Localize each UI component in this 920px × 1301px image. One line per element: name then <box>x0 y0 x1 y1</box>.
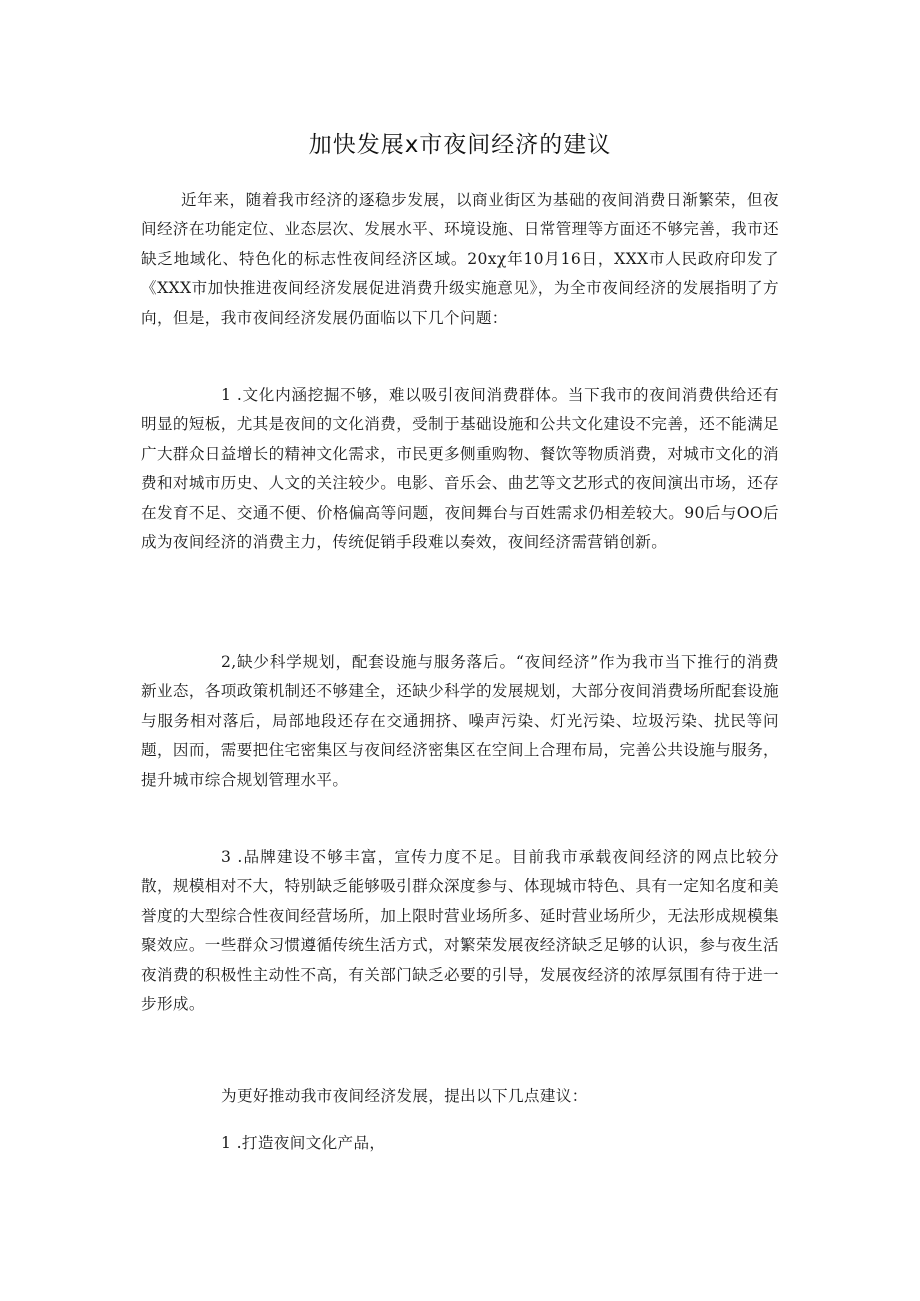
issue-2-paragraph: 2,缺少科学规划，配套设施与服务落后。“夜间经济”作为我市当下推行的消费新业态，各项政策机制还不够建全，还缺少科学的发展规划，大部分夜间消费场所配套设施与服务相对落后，局部地段还存在交通拥挤、噪声污染、灯光污染、垃圾污染、扰民等问题，因而，需要把住宅密集区与夜间经济密集区在空间上合理布局，完善公共设施与服务，提升城市综合规划管理水平。 <box>141 653 779 789</box>
suggestion-1-line: 1 .打造夜间文化产品， <box>221 1134 386 1152</box>
intro-paragraph: 近年来，随着我市经济的逐稳步发展，以商业街区为基础的夜间消费日渐繁荣，但夜间经济在功能定位、业态层次、发展水平、环境设施、日常管理等方面还不够完善，我市还缺乏地域化、特色化的标志性夜间经济区域。20xχ年10月16日，XXX市人民政府印发了《XXX市加快推进夜间经济发展促进消费升级实施意见》，为全市夜间经济的发展指明了方向，但是，我市夜间经济发展仍面临以下几个问题： <box>141 191 779 327</box>
issue-1-paragraph: 1 .文化内涵挖掘不够，难以吸引夜间消费群体。当下我市的夜间消费供给还有明显的短板，尤其是夜间的文化消费，受制于基础设施和公共文化建设不完善，还不能满足广大群众日益增长的精神文化需求，市民更多侧重购物、餐饮等物质消费，对城市文化的消费和对城市历史、人文的关注较少。电影、音乐会、曲艺等文艺形式的夜间演出市场，还存在发育不足、交通不便、价格偏高等问题，夜间舞台与百姓需求仍相差较大。90后与OO后成为夜间经济的消费主力，传统促销手段难以奏效，夜间经济需营销创新。 <box>141 386 779 552</box>
suggestions-intro-line: 为更好推动我市夜间经济发展，提出以下几点建议： <box>221 1087 588 1105</box>
issue-3-paragraph: 3 .品牌建设不够丰富，宣传力度不足。目前我市承载夜间经济的网点比较分散，规模相对不大，特别缺乏能够吸引群众深度参与、体现城市特色、具有一定知名度和美誉度的大型综合性夜间经营场所，加上限时营业场所多、延时营业场所少，无法形成规模集聚效应。一些群众习惯遵循传统生活方式，对繁荣发展夜经济缺乏足够的认识，参与夜生活夜消费的积极性主动性不高，有关部门缺乏必要的引导，发展夜经济的浓厚氛围有待于进一步形成。 <box>141 848 779 1014</box>
document-title: 加快发展x市夜间经济的建议 <box>308 132 612 158</box>
